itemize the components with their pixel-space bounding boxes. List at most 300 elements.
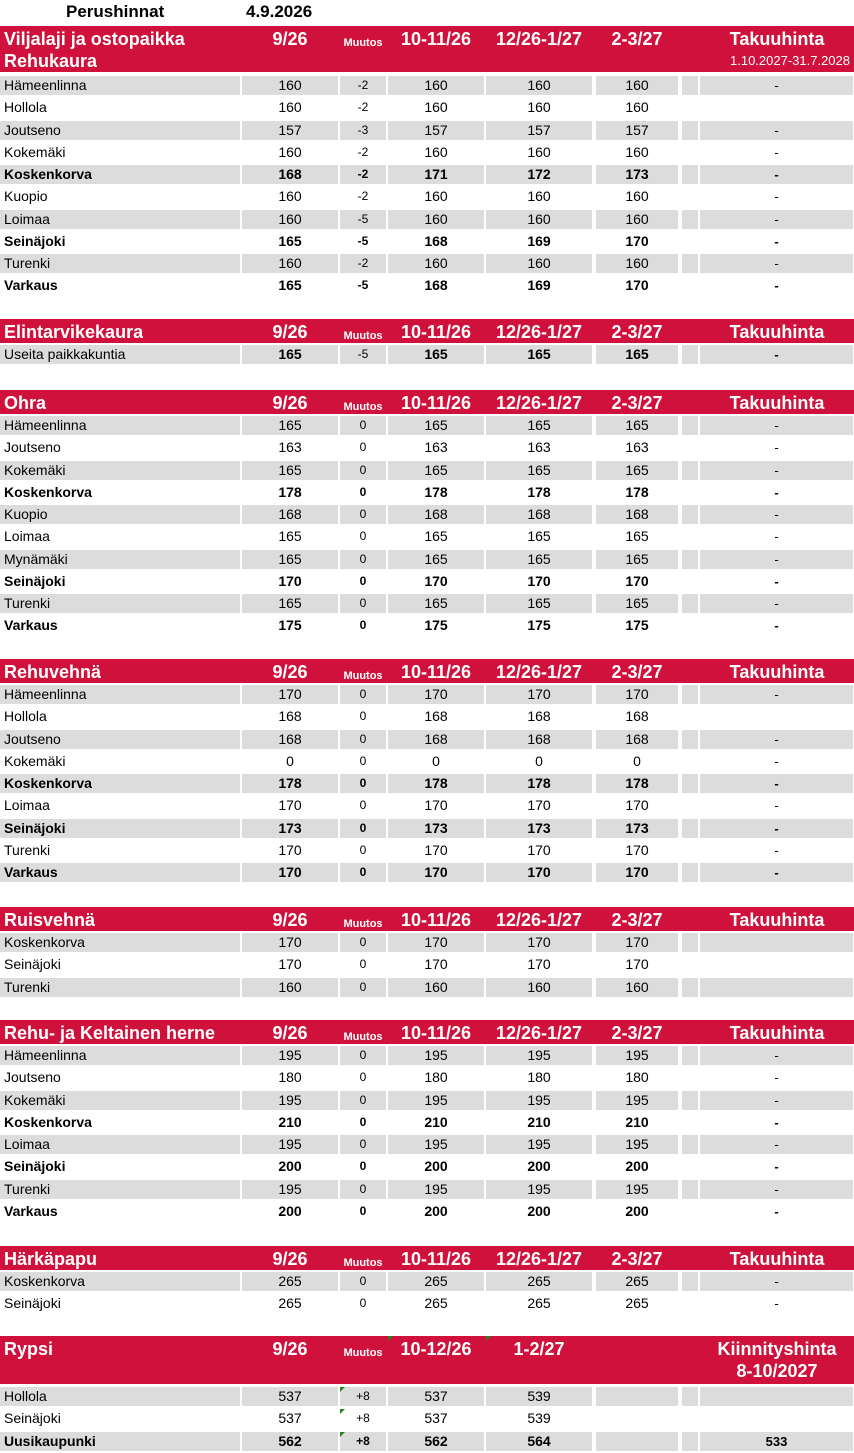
price-cell — [682, 254, 698, 273]
price-cell: 160 — [486, 978, 592, 997]
price-cell: 168 — [527, 708, 551, 725]
price-cell: 195 — [388, 1091, 484, 1110]
price-cell: +8 — [340, 1432, 386, 1451]
price-cell: 170 — [596, 933, 678, 952]
price-cell: 180 — [424, 1069, 448, 1086]
price-cell: 160 — [242, 210, 338, 229]
column-header: 2-3/27 — [611, 910, 663, 930]
table-row — [0, 1385, 854, 1407]
price-cell: - — [700, 76, 853, 95]
comment-marker-icon — [340, 1432, 345, 1437]
column-header: Muutos — [343, 37, 383, 49]
price-cell: 157 — [596, 121, 678, 140]
price-cell — [700, 955, 853, 974]
price-cell: 163 — [278, 439, 302, 456]
table-row — [0, 1089, 854, 1111]
column-header: 9/26 — [272, 29, 308, 49]
price-cell: 0 — [359, 753, 367, 768]
price-cell: 170 — [486, 933, 592, 952]
price-cell: 0 — [340, 505, 386, 524]
price-cell: 170 — [625, 572, 649, 589]
price-cell — [682, 210, 698, 229]
price-cell: 539 — [486, 1387, 592, 1406]
price-cell — [682, 978, 698, 997]
comment-marker-icon — [388, 1336, 393, 1341]
column-header: 12/26-1/27 — [495, 1249, 583, 1269]
column-header: Takuuhinta — [729, 29, 825, 49]
location-name: Loimaa — [0, 210, 240, 229]
price-cell: -3 — [340, 121, 386, 140]
table-row — [0, 459, 854, 481]
price-cell: 0 — [340, 1272, 386, 1291]
location-name: Koskenkorva — [4, 483, 92, 500]
price-cell: 160 — [527, 99, 551, 116]
price-cell — [596, 1432, 678, 1451]
column-header: 9/26 — [272, 393, 308, 413]
price-cell: 265 — [486, 1272, 592, 1291]
price-cell — [682, 1294, 698, 1313]
price-cell: - — [774, 440, 779, 456]
table-row — [0, 230, 854, 252]
price-cell: 163 — [424, 439, 448, 456]
column-header: 2-3/27 — [611, 322, 663, 342]
table-row — [0, 1066, 854, 1088]
price-cell: 178 — [596, 774, 678, 793]
price-cell: 168 — [424, 232, 448, 249]
price-cell: 200 — [424, 1202, 448, 1219]
price-cell: - — [774, 278, 779, 294]
price-cell — [596, 1409, 678, 1428]
price-cell: 178 — [527, 483, 551, 500]
price-cell: 0 — [340, 1135, 386, 1154]
price-cell — [682, 98, 698, 117]
price-cell: 170 — [424, 572, 448, 589]
price-cell: 170 — [424, 797, 448, 814]
price-cell: 195 — [596, 1135, 678, 1154]
price-cell: 180 — [278, 1069, 302, 1086]
price-cell: 165 — [596, 594, 678, 613]
price-cell — [682, 1272, 698, 1291]
table-row — [0, 96, 854, 118]
price-cell: - — [774, 1114, 779, 1130]
table-row — [0, 705, 854, 727]
price-cell: 163 — [625, 439, 649, 456]
column-header: 9/26 — [272, 1339, 308, 1359]
column-header: Muutos — [343, 401, 383, 413]
location-name: Koskenkorva — [4, 1113, 92, 1130]
price-cell: 170 — [625, 232, 649, 249]
price-cell — [682, 187, 698, 206]
section-title: Ohra — [4, 393, 47, 413]
price-cell — [682, 1432, 698, 1451]
price-cell: 195 — [388, 1180, 484, 1199]
column-header: 2-3/27 — [611, 393, 663, 413]
price-cell: 265 — [242, 1272, 338, 1291]
column-header: Takuuhinta — [729, 910, 825, 930]
location-name: Seinäjoki — [4, 232, 66, 249]
column-header: 10-11/26 — [400, 393, 472, 413]
price-cell: 157 — [486, 121, 592, 140]
price-cell: 195 — [242, 1091, 338, 1110]
price-cell: - — [700, 863, 853, 882]
price-cell: - — [700, 1272, 853, 1291]
price-cell — [682, 1091, 698, 1110]
price-cell — [700, 933, 853, 952]
price-cell: 160 — [596, 210, 678, 229]
price-cell: 168 — [242, 505, 338, 524]
price-cell: 173 — [242, 819, 338, 838]
price-cell — [682, 527, 698, 546]
price-cell: 170 — [278, 956, 302, 973]
price-cell: 160 — [424, 99, 448, 116]
table-row — [0, 1111, 854, 1133]
price-cell: 0 — [286, 752, 294, 769]
price-cell: 165 — [242, 416, 338, 435]
price-cell — [682, 1180, 698, 1199]
price-cell: 537 — [424, 1410, 448, 1427]
price-cell — [682, 1135, 698, 1154]
price-cell: 160 — [625, 99, 649, 116]
price-cell: 170 — [388, 863, 484, 882]
section-header — [0, 659, 854, 683]
price-cell: 165 — [486, 416, 592, 435]
price-cell: - — [774, 618, 779, 634]
price-cell: 170 — [527, 841, 551, 858]
location-name: Loimaa — [4, 528, 50, 545]
table-row — [0, 119, 854, 141]
price-cell — [682, 796, 698, 815]
table-row — [0, 1270, 854, 1292]
price-cell: 200 — [527, 1202, 551, 1219]
price-cell: 0 — [359, 1203, 367, 1218]
location-name: Loimaa — [4, 797, 50, 814]
price-cell: - — [700, 685, 853, 704]
price-cell: 160 — [388, 210, 484, 229]
price-cell: 0 — [340, 594, 386, 613]
column-header: Muutos — [343, 918, 383, 930]
column-header: 9/26 — [272, 910, 308, 930]
price-cell: 178 — [388, 774, 484, 793]
price-cell: 170 — [596, 863, 678, 882]
location-name: Joutseno — [0, 121, 240, 140]
price-cell: - — [700, 1046, 853, 1065]
table-row — [0, 683, 854, 705]
location-name: Hämeenlinna — [0, 76, 240, 95]
price-cell: 533 — [700, 1432, 853, 1451]
price-cell: 169 — [527, 277, 551, 294]
price-cell: 173 — [486, 819, 592, 838]
location-name: Turenki — [4, 841, 51, 858]
price-cell: 168 — [486, 505, 592, 524]
price-cell: 175 — [625, 617, 649, 634]
location-name: Koskenkorva — [0, 933, 240, 952]
price-cell: 160 — [388, 978, 484, 997]
column-header: 9/26 — [272, 1023, 308, 1043]
price-cell: 160 — [278, 188, 302, 205]
price-cell: - — [700, 121, 853, 140]
table-row — [0, 141, 854, 163]
column-header: 12/26-1/27 — [495, 393, 583, 413]
column-header: 2-3/27 — [611, 662, 663, 682]
location-name: Uusikaupunki — [0, 1432, 240, 1451]
price-cell: - — [700, 550, 853, 569]
price-cell: 195 — [486, 1091, 592, 1110]
section-title: Viljalaji ja ostopaikka — [4, 29, 185, 49]
location-name: Kokemäki — [4, 143, 66, 160]
price-cell: 165 — [527, 528, 551, 545]
price-cell: 170 — [242, 863, 338, 882]
price-cell: - — [700, 416, 853, 435]
column-header: 2-3/27 — [611, 1023, 663, 1043]
price-cell: - — [774, 798, 779, 814]
price-cell: 168 — [486, 730, 592, 749]
price-cell: - — [700, 461, 853, 480]
table-row — [0, 1430, 854, 1452]
price-cell: 0 — [359, 842, 367, 857]
section-title: Ruisvehnä — [4, 910, 96, 930]
price-cell: 210 — [278, 1113, 302, 1130]
price-cell: 165 — [596, 461, 678, 480]
column-header: Muutos — [343, 1257, 383, 1269]
price-cell: 0 — [340, 685, 386, 704]
price-cell: 165 — [388, 550, 484, 569]
price-cell: 165 — [388, 594, 484, 613]
location-name: Kuopio — [0, 505, 240, 524]
column-header: 12/26-1/27 — [495, 910, 583, 930]
price-cell — [682, 1387, 698, 1406]
price-cell — [682, 121, 698, 140]
price-cell: 180 — [527, 1069, 551, 1086]
price-cell: - — [774, 233, 779, 249]
column-header: 12/26-1/27 — [495, 662, 583, 682]
price-cell — [700, 1409, 853, 1428]
table-row — [0, 772, 854, 794]
price-cell — [682, 1046, 698, 1065]
price-cell: 0 — [340, 819, 386, 838]
price-cell: 168 — [242, 165, 338, 184]
table-row — [0, 839, 854, 861]
column-header-period: 8-10/2027 — [736, 1361, 818, 1381]
price-cell: 265 — [527, 1295, 551, 1312]
price-cell: 0 — [359, 1070, 367, 1085]
price-cell: - — [700, 594, 853, 613]
price-cell: 170 — [388, 685, 484, 704]
price-cell: 0 — [340, 1180, 386, 1199]
price-cell — [682, 483, 698, 502]
price-cell: - — [774, 573, 779, 589]
section-header — [0, 319, 854, 343]
price-cell: 170 — [527, 797, 551, 814]
price-cell: 160 — [278, 99, 302, 116]
price-cell: -2 — [357, 100, 369, 115]
price-cell: 195 — [486, 1046, 592, 1065]
location-name: Seinäjoki — [4, 572, 66, 589]
price-cell: - — [774, 1296, 779, 1312]
table-row — [0, 1407, 854, 1429]
price-cell: 168 — [242, 730, 338, 749]
price-cell: 0 — [340, 1091, 386, 1110]
column-header: 10-11/26 — [400, 1023, 472, 1043]
column-header: Takuuhinta — [729, 393, 825, 413]
column-header: Kiinnityshinta — [717, 1339, 837, 1359]
price-cell: -5 — [340, 345, 386, 364]
price-cell: 170 — [625, 277, 649, 294]
price-cell: 173 — [596, 165, 678, 184]
column-header: 10-11/26 — [400, 910, 472, 930]
price-cell: 165 — [486, 594, 592, 613]
price-cell: - — [774, 842, 779, 858]
price-cell — [682, 345, 698, 364]
price-cell: 160 — [625, 143, 649, 160]
price-cell: 165 — [388, 345, 484, 364]
price-cell: 170 — [424, 956, 448, 973]
price-cell: 195 — [596, 1046, 678, 1065]
price-cell — [682, 572, 698, 591]
price-cell: - — [700, 774, 853, 793]
price-cell: +8 — [340, 1387, 386, 1406]
price-cell: 195 — [596, 1180, 678, 1199]
column-header: 9/26 — [272, 662, 308, 682]
price-cell: 0 — [432, 752, 440, 769]
price-cell: 160 — [596, 76, 678, 95]
location-name: Turenki — [0, 978, 240, 997]
comment-marker-icon — [340, 1387, 345, 1392]
price-cell: 160 — [388, 254, 484, 273]
price-cell: 170 — [388, 933, 484, 952]
price-cell: - — [774, 1203, 779, 1219]
report-title: Perushinnat — [66, 2, 165, 21]
price-cell — [682, 819, 698, 838]
price-cell: - — [774, 753, 779, 769]
section-header — [0, 26, 854, 72]
price-cell: 160 — [242, 254, 338, 273]
table-row — [0, 208, 854, 230]
table-row — [0, 728, 854, 750]
price-cell: 170 — [278, 572, 302, 589]
price-cell — [682, 685, 698, 704]
price-cell: - — [700, 730, 853, 749]
price-cell — [682, 1202, 698, 1221]
table-row — [0, 343, 854, 365]
location-name: Joutseno — [0, 730, 240, 749]
comment-marker-icon — [486, 1336, 491, 1341]
price-cell: -5 — [357, 233, 369, 248]
price-cell: 170 — [625, 797, 649, 814]
location-name: Varkaus — [4, 277, 58, 294]
price-cell — [682, 1157, 698, 1176]
price-cell: 168 — [596, 730, 678, 749]
table-row — [0, 861, 854, 883]
table-row — [0, 525, 854, 547]
price-cell: 173 — [388, 819, 484, 838]
location-name: Hämeenlinna — [0, 685, 240, 704]
table-row — [0, 548, 854, 570]
location-name: Seinäjoki — [4, 1158, 66, 1175]
price-cell: 200 — [625, 1202, 649, 1219]
price-cell — [700, 1387, 853, 1406]
price-cell: 195 — [242, 1046, 338, 1065]
location-name: Varkaus — [0, 863, 240, 882]
section-title: Härkäpapu — [4, 1249, 98, 1269]
price-cell: 564 — [486, 1432, 592, 1451]
price-cell: 160 — [596, 254, 678, 273]
price-cell: 200 — [424, 1158, 448, 1175]
price-cell: 0 — [359, 618, 367, 633]
price-cell: 157 — [242, 121, 338, 140]
price-cell: 168 — [278, 708, 302, 725]
price-cell: 170 — [527, 572, 551, 589]
price-cell: 165 — [242, 461, 338, 480]
price-cell: 0 — [340, 550, 386, 569]
price-cell: 170 — [278, 841, 302, 858]
price-cell: 163 — [527, 439, 551, 456]
price-cell: 0 — [359, 1114, 367, 1129]
price-cell: - — [774, 1070, 779, 1086]
column-header: Muutos — [343, 1347, 383, 1359]
price-cell — [682, 707, 698, 726]
price-cell — [682, 863, 698, 882]
price-cell: 0 — [359, 573, 367, 588]
price-cell: 165 — [596, 345, 678, 364]
column-header: 10-11/26 — [400, 29, 472, 49]
location-name: Kokemäki — [0, 461, 240, 480]
price-cell — [682, 841, 698, 860]
price-cell: -2 — [357, 189, 369, 204]
price-cell: 165 — [278, 277, 302, 294]
column-header: 10-11/26 — [400, 662, 472, 682]
location-name: Hollola — [0, 1387, 240, 1406]
price-cell: 170 — [527, 956, 551, 973]
price-cell: 178 — [625, 483, 649, 500]
price-cell: 0 — [359, 957, 367, 972]
guarantee-period: 1.10.2027-31.7.2028 — [730, 53, 850, 68]
price-cell — [682, 232, 698, 251]
price-cell: 157 — [388, 121, 484, 140]
price-cell: -5 — [357, 278, 369, 293]
table-row — [0, 1292, 854, 1314]
price-cell: 0 — [535, 752, 543, 769]
price-cell: 0 — [633, 752, 641, 769]
location-name: Hämeenlinna — [0, 416, 240, 435]
location-name: Kuopio — [4, 188, 48, 205]
table-row — [0, 817, 854, 839]
price-cell — [682, 1113, 698, 1132]
price-cell: 168 — [388, 505, 484, 524]
price-cell: 170 — [596, 685, 678, 704]
section-header — [0, 1020, 854, 1044]
price-cell: - — [700, 505, 853, 524]
column-header: 9/26 — [272, 322, 308, 342]
column-header: 1-2/27 — [513, 1339, 565, 1359]
price-cell: -2 — [340, 165, 386, 184]
price-cell: - — [774, 189, 779, 205]
price-cell: 0 — [340, 774, 386, 793]
price-cell: 0 — [340, 933, 386, 952]
price-cell — [682, 594, 698, 613]
price-cell: 170 — [424, 841, 448, 858]
price-cell: 169 — [527, 232, 551, 249]
location-name: Seinäjoki — [4, 1295, 61, 1312]
comment-marker-icon — [340, 1409, 345, 1414]
section-header — [0, 1246, 854, 1270]
price-cell: 200 — [278, 1202, 302, 1219]
report-date: 4.9.2026 — [246, 2, 313, 21]
price-cell: 0 — [359, 1159, 367, 1174]
price-cell: - — [700, 1091, 853, 1110]
price-cell: - — [700, 819, 853, 838]
price-cell: 175 — [424, 617, 448, 634]
column-header: 2-3/27 — [611, 1249, 663, 1269]
